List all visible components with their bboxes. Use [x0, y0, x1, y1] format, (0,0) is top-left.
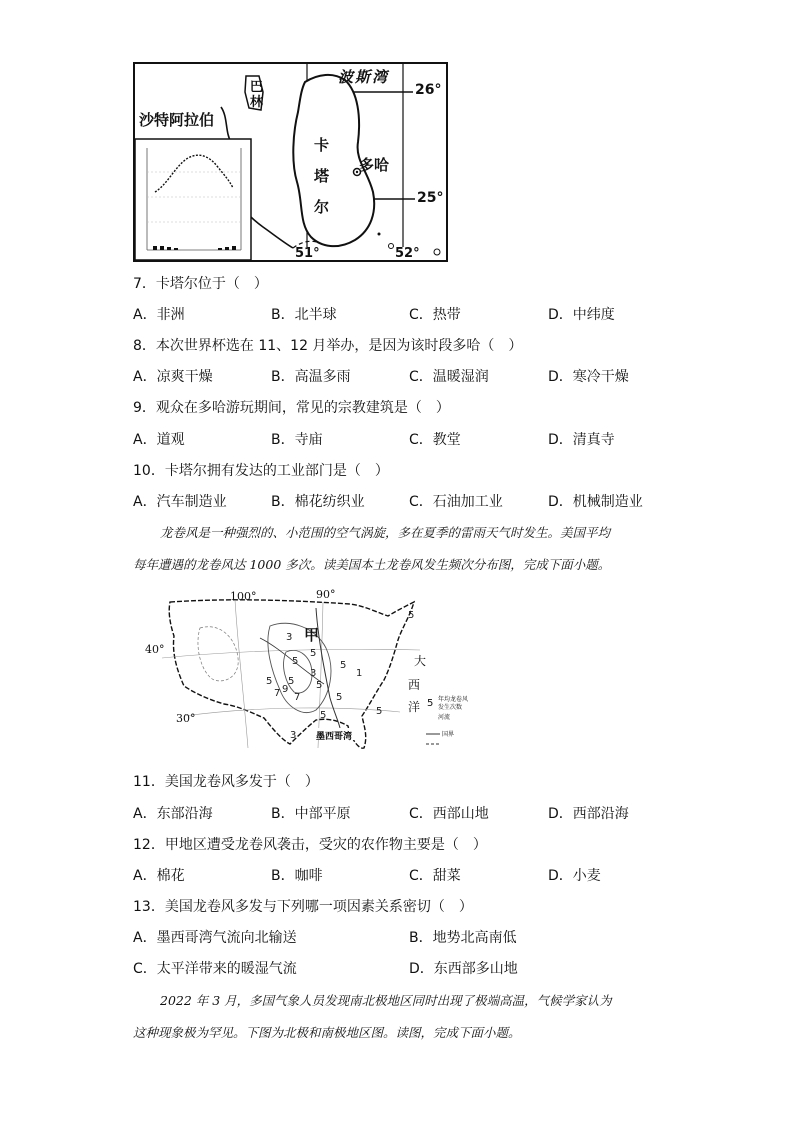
svg-text:9: 9 [282, 684, 289, 695]
svg-text:5: 5 [288, 676, 295, 687]
label-atlantic-1: 大 [414, 654, 427, 668]
climate-inset-chart [135, 139, 251, 260]
label-doha: 多哈 [359, 156, 390, 174]
svg-text:3: 3 [290, 730, 297, 741]
passage-tornado-line-1: 龙卷风是一种强烈的、小范围的空气涡旋，多在夏季的雷雨天气时发生。美国平均 [160, 525, 611, 540]
question-7-option-c[interactable]: C．热带 [409, 307, 461, 323]
question-11-stem: 11．美国龙卷风多发于（ ） [133, 774, 319, 790]
legend-text-1: 年均龙卷风 [438, 696, 469, 703]
question-11-option-b[interactable]: B．中部平原 [271, 806, 351, 822]
label-qatar-3: 尔 [314, 198, 330, 216]
svg-text:3: 3 [310, 668, 317, 679]
question-11-option-c[interactable]: C．西部山地 [409, 806, 489, 822]
label-lat-26: 26° [415, 82, 442, 98]
question-10-option-d[interactable]: D．机械制造业 [548, 494, 643, 510]
passage-polar-line-1: 2022 年 3 月，多国气象人员发现南北极地区同时出现了极端高温，气候学家认为 [160, 993, 612, 1008]
svg-text:5: 5 [340, 660, 347, 671]
question-13-option-c[interactable]: C．太平洋带来的暖湿气流 [133, 961, 297, 977]
question-7-option-b[interactable]: B．北半球 [271, 307, 337, 323]
question-8-option-a[interactable]: A．凉爽干燥 [133, 369, 213, 385]
svg-text:5: 5 [320, 710, 327, 721]
question-7-stem: 7．卡塔尔位于（ ） [133, 276, 268, 292]
question-12-option-a[interactable]: A．棉花 [133, 868, 185, 884]
question-11-option-d[interactable]: D．西部沿海 [548, 806, 629, 822]
question-10-option-c[interactable]: C．石油加工业 [409, 494, 503, 510]
question-10-option-a[interactable]: A．汽车制造业 [133, 494, 227, 510]
question-10-stem: 10．卡塔尔拥有发达的工业部门是（ ） [133, 463, 389, 479]
question-8-option-d[interactable]: D．寒冷干燥 [548, 369, 629, 385]
question-12-stem: 12．甲地区遭受龙卷风袭击，受灾的农作物主要是（ ） [133, 837, 487, 853]
svg-text:5: 5 [310, 648, 317, 659]
label-lat-30: 30° [176, 712, 196, 725]
usa-tornado-map [140, 588, 470, 758]
svg-text:3: 3 [286, 632, 293, 643]
legend-border: 国界 [442, 731, 455, 738]
legend-text-2: 发生次数 [438, 704, 463, 711]
svg-text:7: 7 [274, 688, 281, 699]
svg-text:5: 5 [408, 610, 415, 621]
question-9-option-a[interactable]: A．道观 [133, 432, 185, 448]
svg-text:5: 5 [316, 680, 323, 691]
label-qatar-1: 卡 [314, 136, 330, 154]
label-lon-100: 100° [230, 590, 257, 603]
label-persian-gulf: 波斯湾 [338, 68, 390, 86]
label-jia: 甲 [304, 626, 320, 644]
svg-text:7: 7 [294, 692, 301, 703]
question-12-option-d[interactable]: D．小麦 [548, 868, 601, 884]
question-12-option-c[interactable]: C．甜菜 [409, 868, 461, 884]
question-11-option-a[interactable]: A．东部沿海 [133, 806, 213, 822]
question-7-option-a[interactable]: A．非洲 [133, 307, 185, 323]
label-gulf-of-mexico: 墨西哥湾 [316, 732, 353, 742]
question-12-option-b[interactable]: B．咖啡 [271, 868, 323, 884]
question-13-stem: 13．美国龙卷风多发与下列哪一项因素关系密切（ ） [133, 899, 473, 915]
question-13-option-d[interactable]: D．东西部多山地 [409, 961, 518, 977]
label-lon-52: 52° [395, 246, 420, 261]
question-8-option-b[interactable]: B．高温多雨 [271, 369, 351, 385]
svg-text:1: 1 [356, 668, 363, 679]
label-qatar-2: 塔 [314, 167, 330, 185]
legend-river: 河流 [438, 714, 451, 721]
question-9-stem: 9．观众在多哈游玩期间，常见的宗教建筑是（ ） [133, 400, 450, 416]
svg-text:5: 5 [376, 706, 383, 717]
question-9-option-b[interactable]: B．寺庙 [271, 432, 323, 448]
label-bahrain-2: 林 [250, 95, 264, 110]
svg-text:5: 5 [336, 692, 343, 703]
usa-tornado-map-svg [140, 588, 470, 758]
question-9-option-c[interactable]: C．教堂 [409, 432, 461, 448]
question-8-stem: 8．本次世界杯选在 11、12 月举办，是因为该时段多哈（ ） [133, 338, 523, 354]
legend-number: 5 [427, 698, 434, 709]
label-saudi-arabia: 沙特阿拉伯 [139, 111, 215, 129]
passage-polar-line-2: 这种现象极为罕见。下图为北极和南极地区图。读图，完成下面小题。 [133, 1025, 521, 1040]
label-lon-51: 51° [295, 246, 320, 261]
label-atlantic-3: 洋 [408, 700, 421, 714]
question-13-option-b[interactable]: B．地势北高南低 [409, 930, 517, 946]
qatar-map-svg [133, 62, 448, 262]
label-bahrain-1: 巴 [250, 80, 264, 95]
label-lon-90: 90° [316, 588, 336, 601]
qatar-map [133, 62, 448, 262]
label-lat-25: 25° [417, 190, 444, 206]
label-lat-40: 40° [145, 643, 165, 656]
question-8-option-c[interactable]: C．温暖湿润 [409, 369, 489, 385]
passage-tornado-line-2: 每年遭遇的龙卷风达 1000 多次。读美国本土龙卷风发生频次分布图，完成下面小题。 [133, 557, 611, 572]
question-13-option-a[interactable]: A．墨西哥湾气流向北输送 [133, 930, 297, 946]
question-10-option-b[interactable]: B．棉花纺织业 [271, 494, 365, 510]
question-9-option-d[interactable]: D．清真寺 [548, 432, 615, 448]
question-7-option-d[interactable]: D．中纬度 [548, 307, 615, 323]
label-atlantic-2: 西 [408, 678, 421, 692]
svg-text:5: 5 [292, 656, 299, 667]
svg-text:5: 5 [266, 676, 273, 687]
